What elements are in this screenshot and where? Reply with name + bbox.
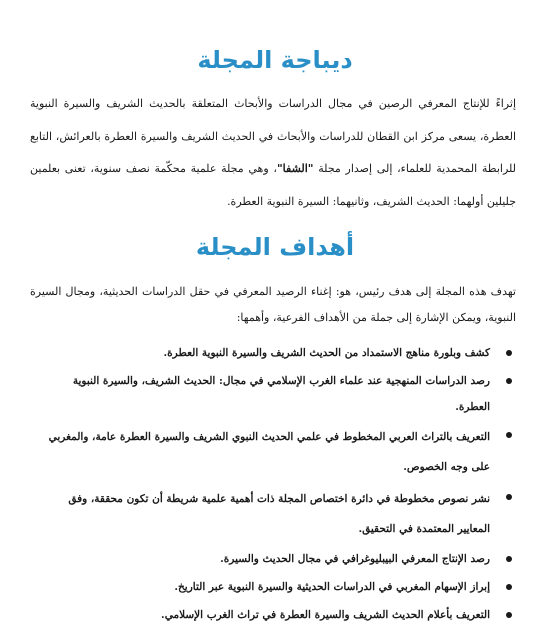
journal-name: "الشفا" <box>276 162 314 175</box>
preface-title: ديباجة المجلة <box>197 46 353 74</box>
bullet-icon <box>506 378 512 384</box>
bullet-icon <box>506 556 512 562</box>
preface-paragraph <box>30 88 516 218</box>
bullet-icon <box>506 612 512 618</box>
list-item <box>36 340 516 366</box>
goals-list <box>36 340 516 630</box>
bullet-icon <box>506 432 512 438</box>
list-item <box>36 574 516 600</box>
list-item <box>36 602 516 628</box>
bullet-icon <box>506 494 512 500</box>
goal-text: رصد الدراسات المنهجية عند علماء الغرب الإسلامي في مجال: الحديث الشريف، والسيرة النبوية العطرة. <box>72 375 490 413</box>
bullet-icon <box>506 584 512 590</box>
goal-text: نشر نصوص مخطوطة في دائرة اختصاص المجلة ذات أهمية علمية شريطة أن تكون محققة، وفق المعايير المعتمدة في التحقيق. <box>68 493 490 535</box>
goals-title: أهداف المجلة <box>195 233 355 261</box>
list-item <box>36 368 516 420</box>
preface-text-after: ، وهي مجلة علمية محكّمة نصف سنوية، تعنى بعلمين جليلين أولهما: الحديث الشريف، وثانيهما: السيرة النبوية العطرة. <box>30 162 516 208</box>
goal-text: إبراز الإسهام المغربي في الدراسات الحديثية والسيرة النبوية عبر التاريخ. <box>174 581 490 593</box>
list-item <box>36 422 516 482</box>
goal-text: كشف وبلورة مناهج الاستمداد من الحديث الشريف والسيرة النبوية العطرة. <box>163 347 490 359</box>
goals-intro: تهدف هذه المجلة إلى هدف رئيس، هو: إغناء الرصيد المعرفي في حقل الدراسات الحديثية، ومجال السيرة النبوية، ويمكن الإشارة إلى جملة من الأهداف الفرعية، وأهمها: <box>30 285 516 324</box>
goal-text: التعريف بالتراث العربي المخطوط في علمي الحديث النبوي الشريف والسيرة العطرة عامة، والمغربي على وجه الخصوص. <box>48 431 490 473</box>
bullet-icon <box>506 350 512 356</box>
goal-text: التعريف بأعلام الحديث الشريف والسيرة العطرة في تراث الغرب الإسلامي. <box>161 609 490 621</box>
goal-text: رصد الإنتاج المعرفي البيبليوغرافي في مجال الحديث والسيرة. <box>220 553 490 565</box>
list-item <box>36 546 516 572</box>
list-item <box>36 484 516 544</box>
preface-text-before: إثراءً للإنتاج المعرفي الرصين في مجال الدراسات والأبحاث المتعلقة بالحديث الشريف والسيرة النبوية العطرة، يسعى مركز ابن القطان للدراسات والأبحاث في الحديث الشريف والسيرة العطرة بالعرائش، التابع للرابطة المحمدية للعلماء، إلى إصدار مجلة <box>30 97 517 175</box>
